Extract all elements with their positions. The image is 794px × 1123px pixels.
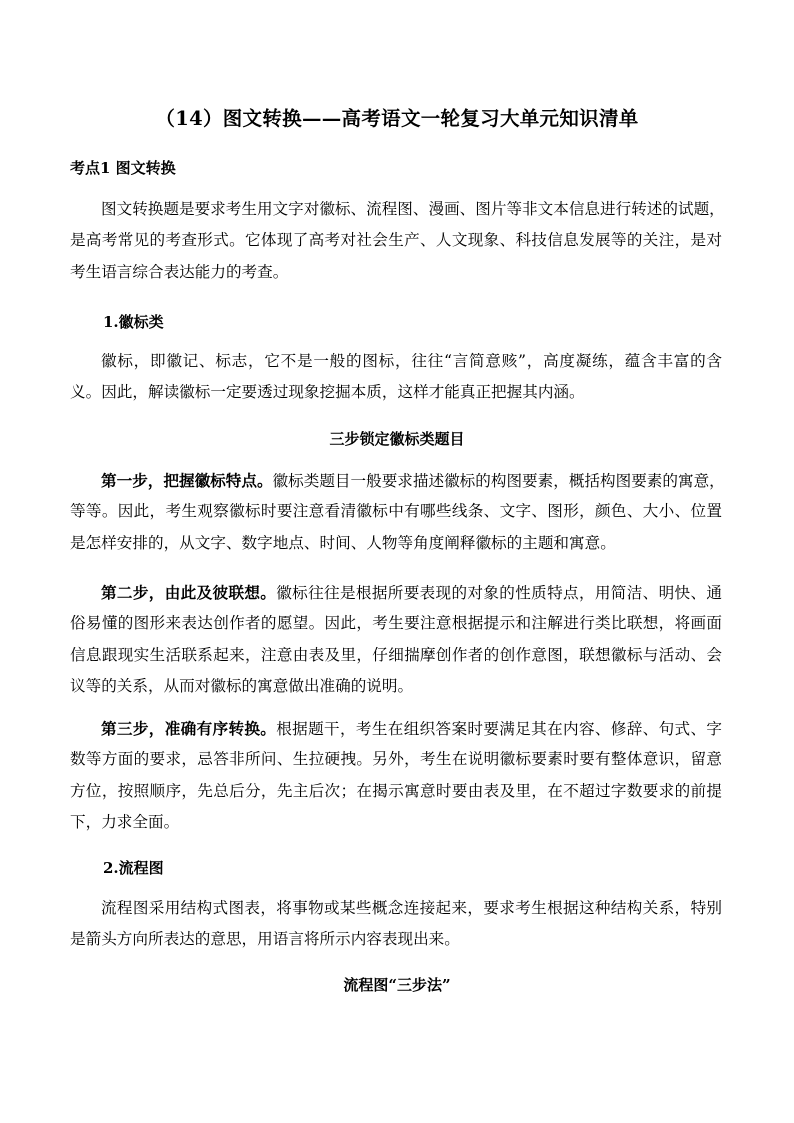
step3-paragraph xyxy=(70,713,722,838)
emblem-paragraph xyxy=(70,346,722,409)
paragraph-line: 是箭头方向所表达的意思，用语言将所示内容表现出来。 xyxy=(70,930,460,949)
step2-paragraph xyxy=(70,577,722,702)
step3-text: 根据题干，考生在组织答案时要满足其在内容、修辞、句式、字 xyxy=(276,720,722,738)
paragraph-line xyxy=(70,465,725,496)
step1-lead: 第一步，把握徽标特点。 xyxy=(101,471,273,490)
paragraph-line: 方位，按照顺序，先总后分，先主后次；在揭示寓意时要由表及里，在不超过字数要求的前提 xyxy=(70,781,722,800)
paragraph-line xyxy=(70,577,722,608)
paragraph-line: 义。因此，解读徽标一定要透过现象挖掘本质，这样才能真正把握其内涵。 xyxy=(70,383,585,402)
paragraph-line: 流程图采用结构式图表，将事物或某些概念连接起来，要求考生根据这种结构关系，特别 xyxy=(101,899,722,917)
step3-lead: 第三步，准确有序转换。 xyxy=(101,719,277,738)
subsection-heading-emblem: 1.徽标类 xyxy=(103,313,164,331)
paragraph-line: 下，力求全面。 xyxy=(70,812,180,831)
subsection-heading-flowchart: 2.流程图 xyxy=(103,859,164,877)
paragraph-line: 数等方面的要求，忌答非所问、生拉硬拽。另外，考生在说明徽标要素时要有整体意识，留意 xyxy=(70,750,722,769)
paragraph-line: 是高考常见的考查形式。它体现了高考对社会生产、人文现象、科技信息发展等的关注，是对 xyxy=(70,231,722,250)
flowchart-paragraph xyxy=(70,893,722,956)
paragraph-line: 信息跟现实生活联系起来，注意由表及里，仔细揣摩创作者的创作意图，联想徽标与活动、会 xyxy=(70,645,722,664)
flowchart-method-title: 流程图“三步法” xyxy=(343,976,451,994)
step1-text: 徽标类题目一般要求描述徽标的构图要素，概括构图要素的寓意， xyxy=(272,472,725,490)
paragraph-line: 是怎样安排的，从文字、数字地点、时间、人物等角度阐释徽标的主题和寓意。 xyxy=(70,533,616,552)
paragraph-line: 考生语言综合表达能力的考查。 xyxy=(70,262,289,281)
paragraph-line xyxy=(70,713,722,744)
emblem-steps-title: 三步锁定徽标类题目 xyxy=(329,430,465,448)
document-title: （14）图文转换——高考语文一轮复习大单元知识清单 xyxy=(155,107,639,130)
paragraph-line: 徽标，即徽记、标志，它不是一般的图标，往往“言简意赅”，高度凝练，蕴含丰富的含 xyxy=(101,352,722,370)
intro-paragraph xyxy=(70,194,725,288)
paragraph-line: 等等。因此，考生观察徽标时要注意看清徽标中有哪些线条、文字、图形，颜色、大小、位置 xyxy=(70,502,722,521)
step2-text: 徽标往往是根据所要表现的对象的性质特点，用简洁、明快、通 xyxy=(276,584,722,602)
section-heading-kaodian1: 考点1 图文转换 xyxy=(70,159,176,177)
paragraph-line: 俗易懂的图形来表达创作者的愿望。因此，考生要注意根据提示和注解进行类比联想，将画面 xyxy=(70,614,722,633)
paragraph-line: 图文转换题是要求考生用文字对徽标、流程图、漫画、图片等非文本信息进行转述的试题， xyxy=(101,200,725,218)
step1-paragraph xyxy=(70,465,725,559)
step2-lead: 第二步，由此及彼联想。 xyxy=(101,583,277,602)
paragraph-line: 议等的关系，从而对徽标的寓意做出准确的说明。 xyxy=(70,676,414,695)
